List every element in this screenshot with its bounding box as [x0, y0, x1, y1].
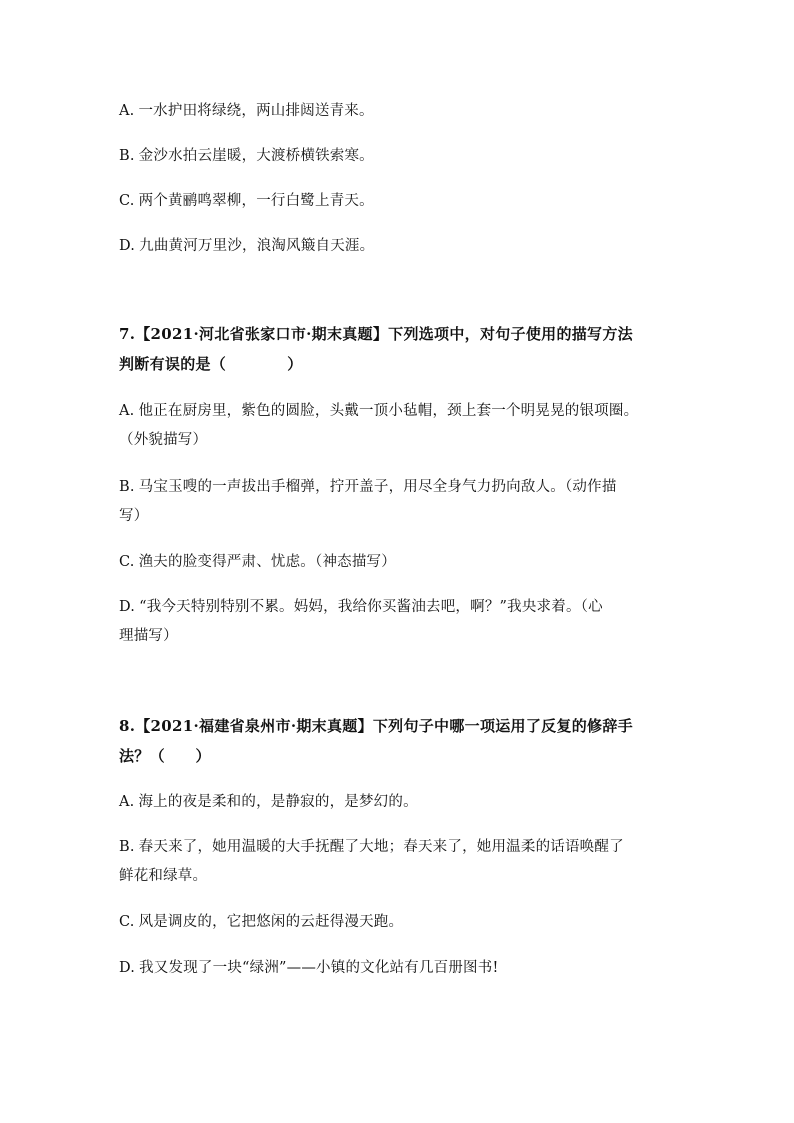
q6-option-c: C. 两个黄鹂鸣翠柳，一行白鹭上青天。: [119, 193, 374, 209]
q7-option-d-cont: 理描写）: [119, 628, 178, 644]
q8-option-c: C. 风是调皮的，它把悠闲的云赶得漫天跑。: [119, 914, 404, 930]
q7-stem-line2: 判断有误的是（ ）: [119, 355, 303, 373]
q8-option-b: B. 春天来了，她用温暖的大手抚醒了大地；春天来了，她用温柔的话语唤醒了: [119, 839, 624, 855]
q7-stem-line1: 7.【2021·河北省张家口市·期末真题】下列选项中，对句子使用的描写方法: [119, 325, 633, 343]
q7-option-d: D. “我今天特别特别不累。妈妈，我给你买酱油去吧，啊？”我央求着。（心: [119, 599, 603, 615]
q8-option-b-cont: 鲜花和绿草。: [119, 868, 208, 884]
q7-option-c: C. 渔夫的脸变得严肃、忧虑。（神态描写）: [119, 554, 396, 570]
q8-option-a: A. 海上的夜是柔和的，是静寂的，是梦幻的。: [119, 794, 418, 810]
q7-option-b-cont: 写）: [119, 508, 149, 524]
q7-option-b: B. 马宝玉嗖的一声拔出手榴弹，拧开盖子，用尽全身气力扔向敌人。（动作描: [119, 479, 617, 495]
q6-option-d: D. 九曲黄河万里沙，浪淘风簸自天涯。: [119, 238, 375, 254]
q8-option-d: D. 我又发现了一块“绿洲”——小镇的文化站有几百册图书!: [119, 960, 499, 976]
q8-stem-line1: 8.【2021·福建省泉州市·期末真题】下列句子中哪一项运用了反复的修辞手: [119, 717, 633, 735]
q6-option-b: B. 金沙水拍云崖暖，大渡桥横铁索寒。: [119, 148, 374, 164]
q7-option-a-cont: （外貌描写）: [119, 432, 208, 448]
q8-stem-line2: 法？（ ）: [119, 747, 211, 765]
q6-option-a: A. 一水护田将绿绕，两山排闼送青来。: [119, 103, 374, 119]
q7-option-a: A. 他正在厨房里，紫色的圆脸，头戴一顶小毡帽，颈上套一个明晃晃的银项圈。: [119, 403, 639, 419]
